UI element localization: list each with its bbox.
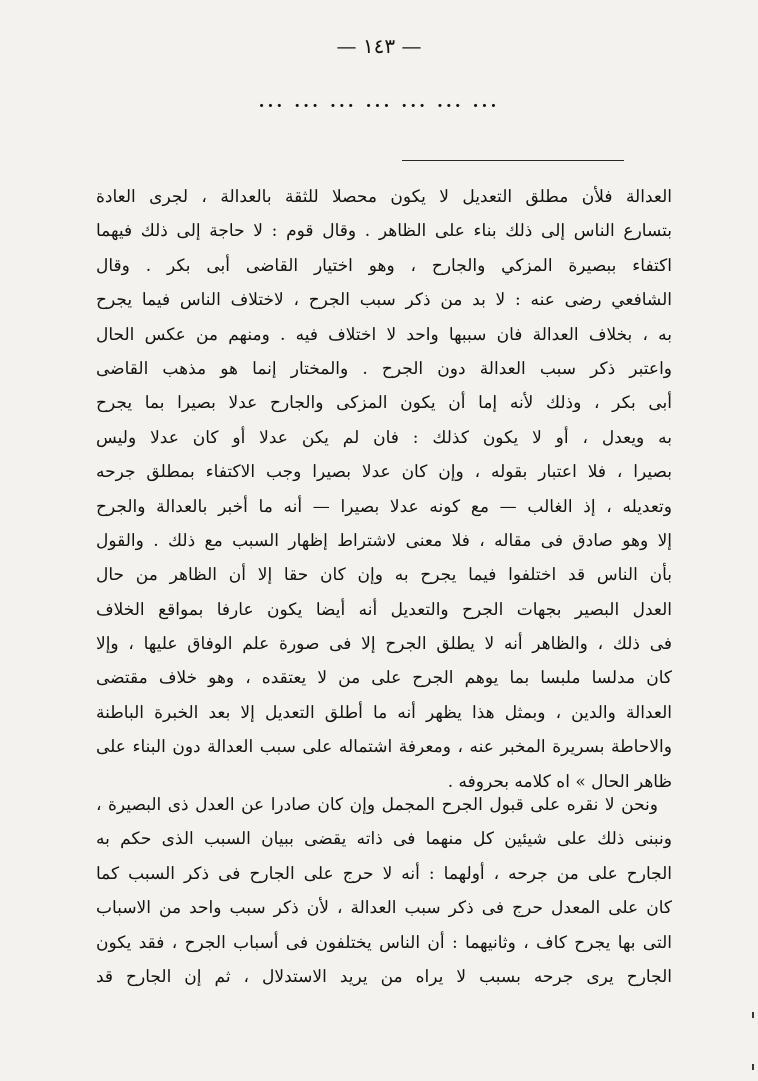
- scan-mark: [752, 1064, 754, 1070]
- text-line: الجارح يرى جرحه بسبب لا يراه من يريد الاستدلال ، ثم إن الجارح قد: [96, 966, 672, 987]
- paragraph-2: [96, 788, 672, 994]
- text-line: ظاهر الحال » اه كلامه بحروفه .: [447, 771, 672, 792]
- text-line: به ، بخلاف العدالة فان سببها واحد لا اختلاف فيه . ومنهم من عكس الحال: [96, 324, 672, 345]
- text-line: العدالة فلأن مطلق التعديل لا يكون محصلا للثقة بالعدالة ، لجرى العادة: [96, 187, 672, 207]
- text-line: التى بها يجرح كاف ، وثانيهما : أن الناس يختلفون فى أسباب الجرح ، فقد يكون: [96, 932, 672, 953]
- paragraph-1: [96, 180, 672, 799]
- text-line: اكتفاء ببصيرة المزكي والجارح ، وهو اختيار القاضى أبى بكر . وقال: [96, 255, 672, 276]
- page-number: — ١٤٣ —: [336, 34, 422, 58]
- text-line: الجارح على من جرحه ، أولهما : أنه لا حرج على الجارح فى ذكر السبب كما: [96, 863, 672, 884]
- text-line: الشافعي رضى عنه : لا بد من ذكر سبب الجرح ، لاختلاف الناس فيما يجرح: [96, 290, 672, 311]
- text-line: العدالة والدين ، وبمثل هذا يظهر أنه ما أطلق التعديل إلا بعد الخبرة الباطنة: [96, 702, 672, 723]
- text-line: بتسارع الناس إلى ذلك بناء على الظاهر . وقال قوم : لا حاجة إلى ذلك فيهما: [96, 221, 672, 242]
- text-line: وتعديله ، إذ الغالب — مع كونه عدلا بصيرا — أنه ما أخبر بالعدالة والجرح: [96, 496, 672, 517]
- text-line: ونحن لا نقره على قبول الجرح المجمل وإن كان صادرا عن العدل ذى البصيرة ،: [96, 795, 658, 815]
- text-line: واعتبر ذكر سبب العدالة دون الجرح . والمختار إنما هو مذهب القاضى: [96, 358, 672, 379]
- text-line: ونبنى ذلك على شيئين كل منهما فى ذاته يقضى ببيان السبب الذى حكم به: [96, 829, 672, 850]
- text-line: كان مدلسا ملبسا بما يوهم الجرح على من لا يعتقده ، وهو خلاف مقتضى: [96, 668, 672, 689]
- text-line: بصيرا ، فلا اعتبار بقوله ، وإن كان عدلا بصيرا وجب الاكتفاء بمطلق جرحه: [96, 462, 672, 483]
- text-line: إلا وهو صادق فى مقاله ، فلا معنى لاشتراط إظهار السبب مع ذلك . والقول: [96, 530, 672, 551]
- separator-rule: [402, 160, 624, 161]
- text-line: بأن الناس قد اختلفوا فيما يجرح به وإن كان حقا إلا أن الظاهر من حال: [96, 565, 672, 586]
- text-line: كان على المعدل حرج فى ذكر سبب العدالة ، لأن ذكر سبب واحد من الاسباب: [96, 898, 672, 919]
- text-line: العدل البصير بجهات الجرح والتعديل أنه أيضا يكون عارفا بمواقع الخلاف: [96, 599, 672, 620]
- text-line: أبى بكر ، وذلك لأنه إما أن يكون المزكى والجارح عدلا بصيرا بما يجرح: [96, 393, 672, 414]
- scan-mark: [752, 1012, 754, 1018]
- text-line: فى ذلك ، والظاهر أنه لا يطلق الجرح إلا فى صورة علم الوفاق عليها ، وإلا: [96, 634, 672, 655]
- separator-dots: ... ... ... ... ... ... ...: [258, 92, 500, 112]
- text-line: والاحاطة بسريرة المخبر عنه ، ومعرفة اشتماله على سبب العدالة دون البناء على: [96, 737, 672, 758]
- text-line: به ويعدل ، أو لا يكون كذلك : فان لم يكن عدلا أو كان عدلا وليس: [96, 427, 672, 448]
